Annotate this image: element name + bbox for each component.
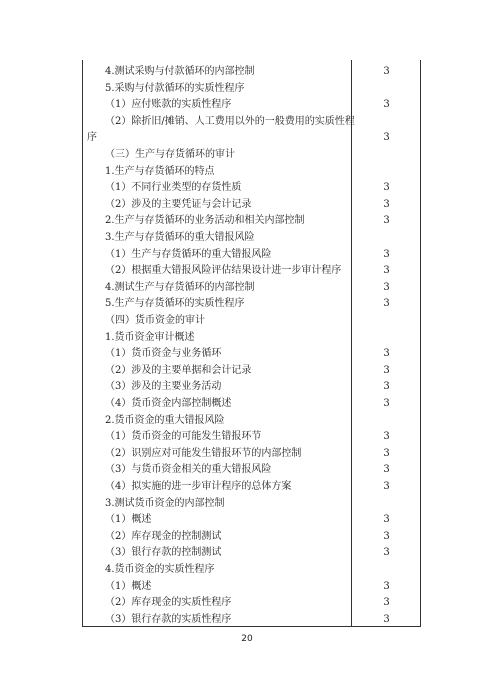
row-label: （3）银行存款的控制测试 [105,547,222,559]
syllabus-table [82,60,421,627]
row-hours: 3 [383,547,390,559]
table-row [83,528,420,545]
table-row [83,295,420,312]
row-label: （1）不同行业类型的存货性质 [105,182,242,194]
row-hours: 3 [383,514,390,526]
table-row [83,445,420,462]
row-hours: 3 [383,398,390,409]
table-row [83,495,420,512]
table-row [83,279,420,296]
table-row [83,461,420,478]
table-row [83,345,420,362]
row-hours: 3 [383,281,390,293]
row-hours: 3 [383,298,390,310]
table-row [83,229,420,246]
row-hours: 3 [383,530,390,542]
table-row [83,378,420,395]
row-hours: 3 [383,182,390,194]
table-row [83,395,420,412]
table-row [83,611,420,628]
row-label: （1）概述 [105,580,152,592]
row-hours: 3 [383,580,390,592]
row-hours: 3 [383,613,390,625]
table-row [83,561,420,578]
row-label: （2）库存现金的控制测试 [105,530,222,542]
row-label: 4.测试生产与存货循环的内部控制 [105,281,255,293]
row-hours: 3 [383,481,390,492]
row-hours: 3 [383,381,390,393]
row-label: 2.货币资金的重大错报风险 [105,414,225,426]
table-row [83,478,420,495]
row-label: （3）银行存款的实质性程序 [105,613,232,625]
row-hours: 3 [383,132,390,144]
row-label: （2）库存现金的实质性程序 [105,597,232,609]
row-label: （4）货币资金内部控制概述 [105,398,232,409]
table-row [83,312,420,329]
row-label: 5.采购与付款循环的实质性程序 [105,82,245,94]
table-row [83,544,420,561]
row-hours: 3 [383,348,390,360]
row-hours: 3 [383,66,390,77]
row-label: （3）与货币资金相关的重大错报风险 [105,464,272,476]
row-hours: 3 [383,597,390,609]
table-row [83,179,420,196]
row-hours: 3 [383,431,390,443]
row-label: 4.货币资金的实质性程序 [105,564,215,575]
row-label: （1）应付账款的实质性程序 [105,99,232,111]
row-hours: 3 [383,248,390,260]
row-label: （四）货币资金的审计 [105,315,205,326]
row-label: （1）货币资金与业务循环 [105,348,222,360]
row-label: （2）根据重大错报风险评估结果设计进一步审计程序 [105,265,342,277]
table-row [83,329,420,346]
row-hours: 3 [383,265,390,277]
row-label: （三）生产与存货循环的审计 [105,149,235,160]
table-row [83,163,420,180]
row-hours: 3 [383,464,390,476]
row-label: 5.生产与存货循环的实质性程序 [105,298,245,310]
row-hours: 3 [383,215,390,227]
row-label: （2）识别应对可能发生错报环节的内部控制 [105,447,302,459]
row-label: （3）涉及的主要业务活动 [105,381,222,393]
table-row [83,129,420,146]
table-row [83,146,420,163]
row-hours: 3 [383,99,390,111]
row-label: 2.生产与存货循环的业务活动和相关内部控制 [105,215,305,227]
row-label: 3.生产与存货循环的重大错报风险 [105,232,255,243]
row-label: （1）货币资金的可能发生错报环节 [105,431,262,443]
table-row [83,212,420,229]
row-label: （2）除折旧/摊销、人工费用以外的一般费用的实质性程 [105,115,355,127]
row-label: 序 [87,132,97,144]
table-row [83,80,420,97]
table-row [83,511,420,528]
row-hours: 3 [383,364,390,376]
table-row [83,262,420,279]
page-number: 20 [241,634,253,644]
table-row [83,362,420,379]
table-row [83,412,420,429]
row-label: （4）拟实施的进一步审计程序的总体方案 [105,481,292,492]
row-label: （1）生产与存货循环的重大错报风险 [105,248,272,260]
table-row [83,113,420,130]
table-row [83,578,420,595]
row-label: （1）概述 [105,514,152,526]
table-row [83,594,420,611]
row-label: （2）涉及的主要单据和会计记录 [105,364,252,376]
row-label: 1.生产与存货循环的特点 [105,165,215,177]
table-row [83,96,420,113]
table-row [83,428,420,445]
row-label: 4.测试采购与付款循环的内部控制 [105,66,255,77]
row-hours: 3 [383,198,390,210]
row-label: 3.测试货币资金的内部控制 [105,497,225,509]
row-label: （2）涉及的主要凭证与会计记录 [105,198,252,210]
table-row [83,246,420,263]
row-label: 1.货币资金审计概述 [105,331,195,343]
table-row [83,196,420,213]
table-row [83,63,420,80]
row-hours: 3 [383,447,390,459]
